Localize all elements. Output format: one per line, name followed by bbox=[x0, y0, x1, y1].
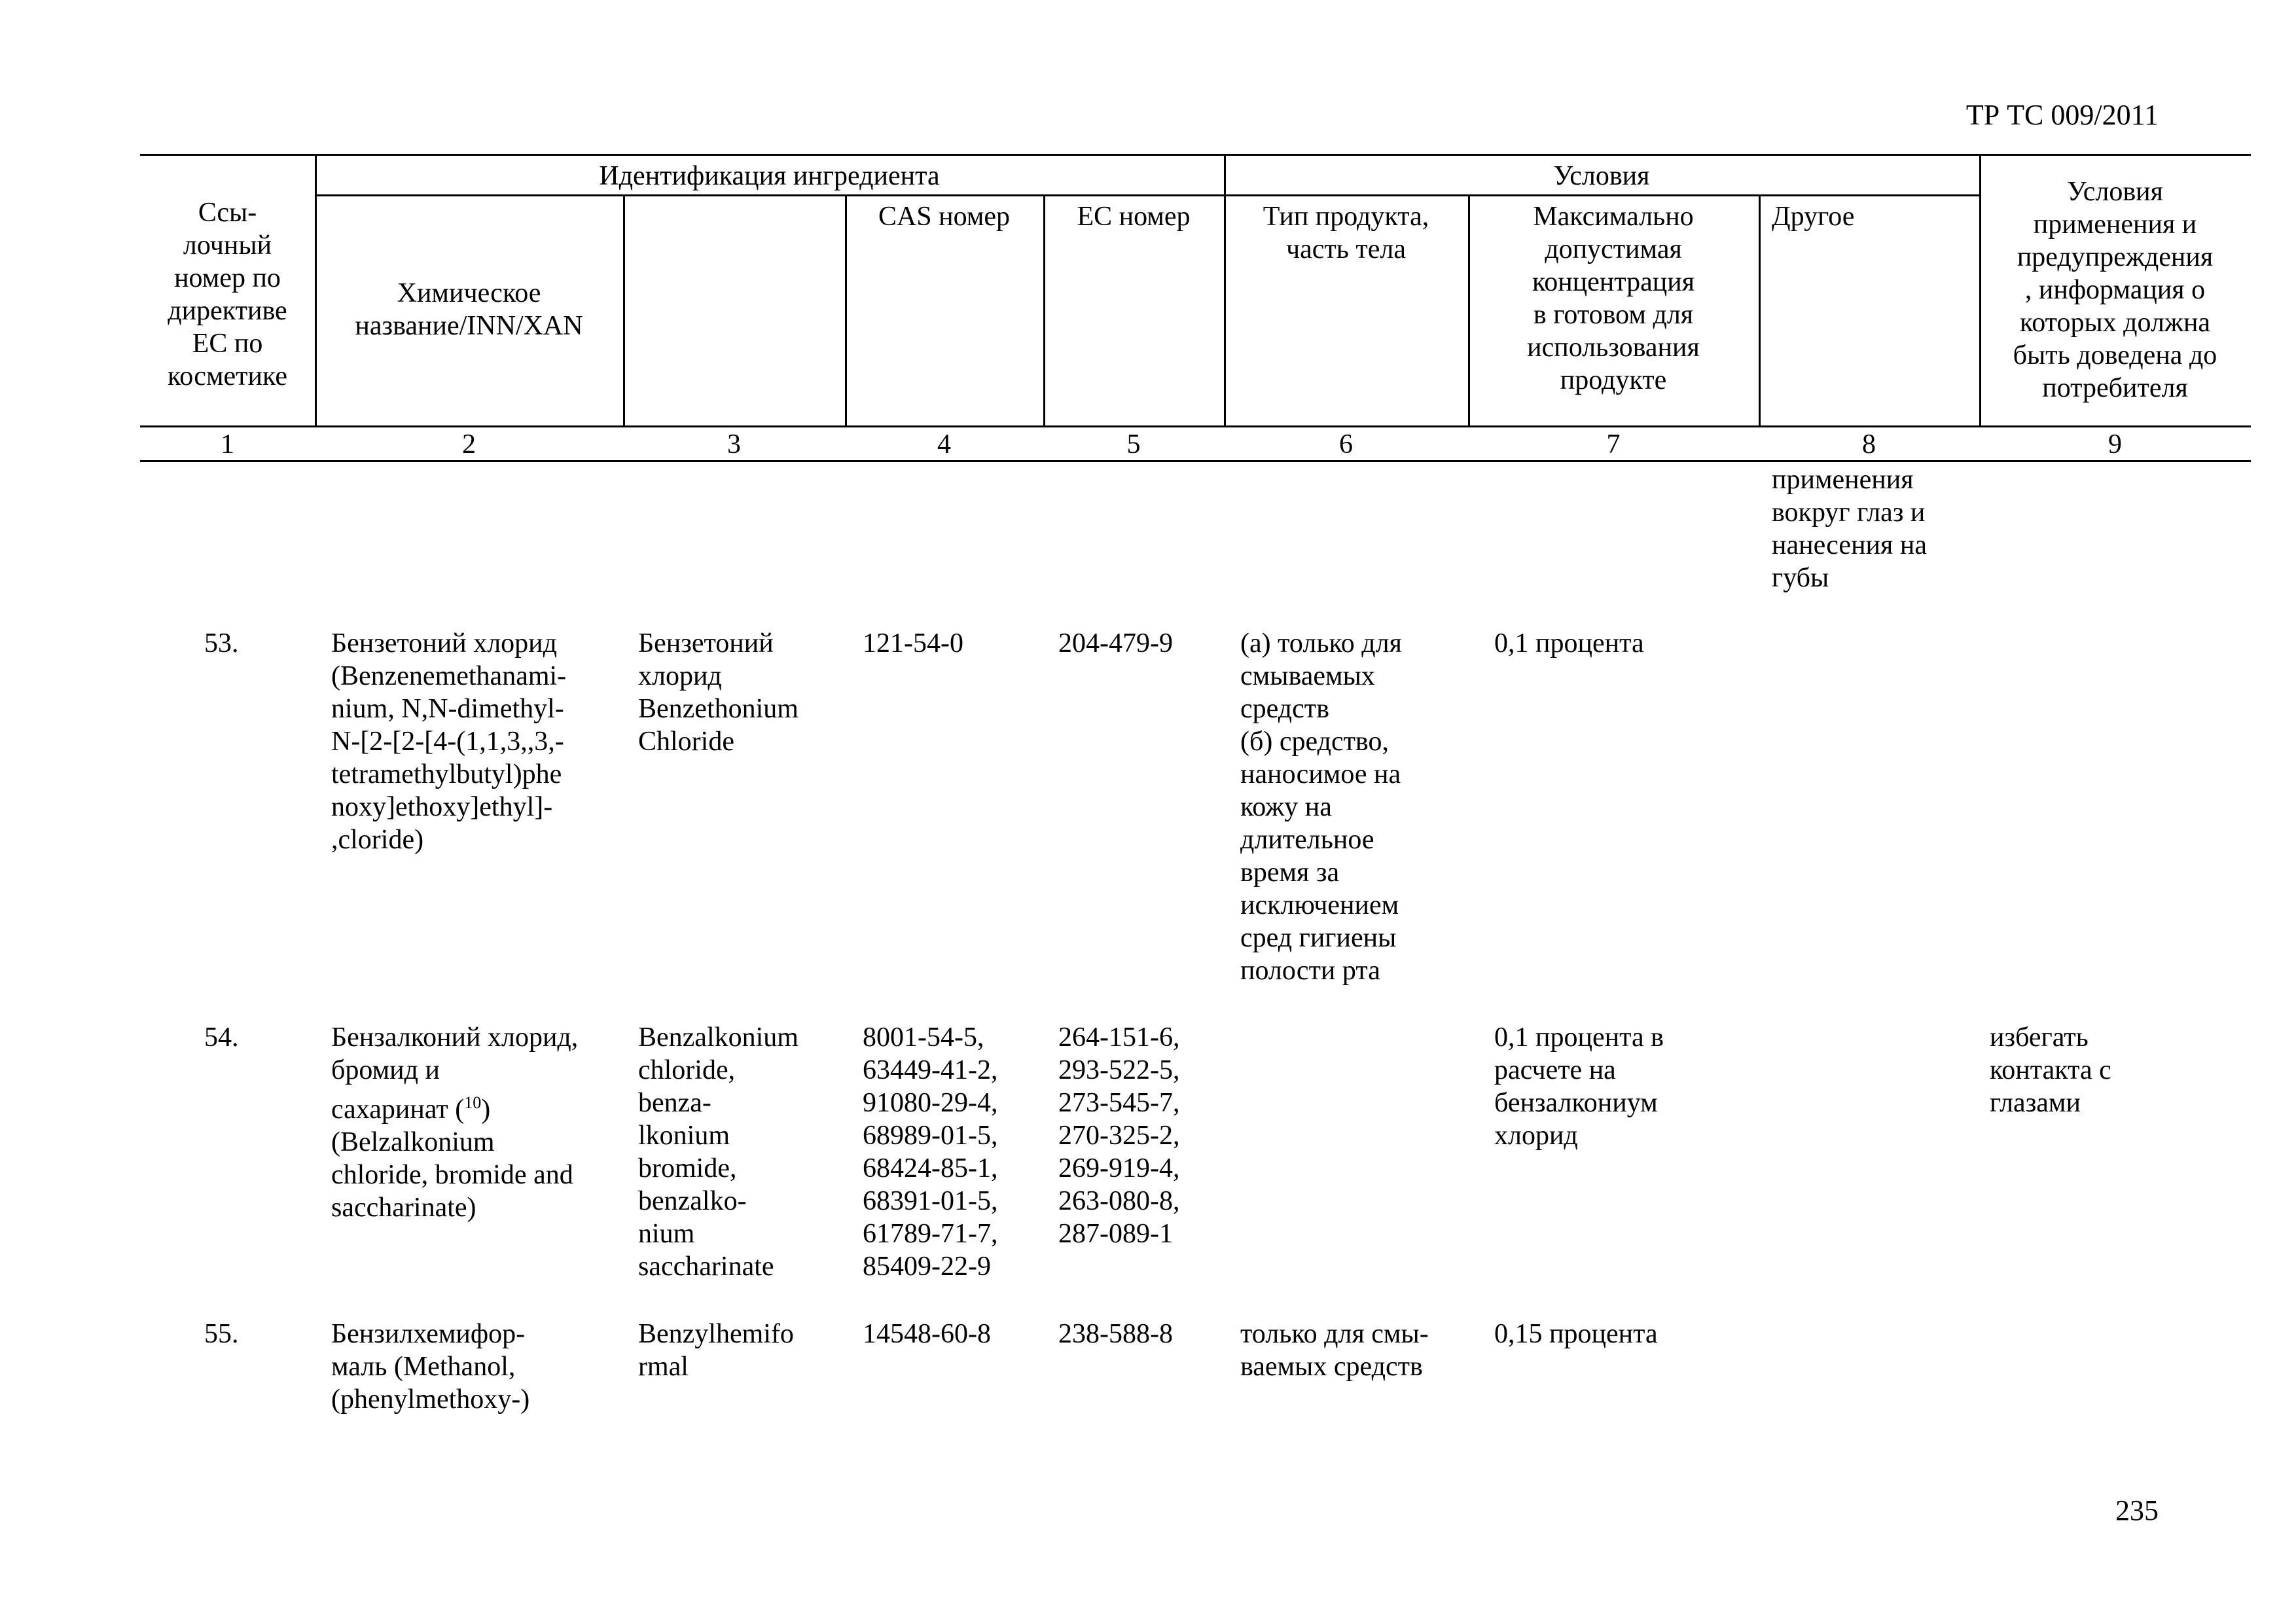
row-warnings: избегать контакта с глазами bbox=[1990, 1022, 2111, 1118]
row-product-type: (а) только для смываемых средств (б) средство, наносимое на кожу на длительное время за исключением сред гигиены полости рта bbox=[1240, 628, 1402, 986]
column-number: 8 bbox=[1862, 429, 1876, 460]
row-cas-number: 14548-60-8 bbox=[863, 1319, 991, 1349]
column-number: 6 bbox=[1339, 429, 1353, 460]
header-cas-number: CAS номер bbox=[878, 202, 1011, 232]
col-divider-2 bbox=[623, 194, 625, 425]
header-bottom-border bbox=[140, 425, 2251, 427]
chemical-name-part: ) (Belzalkonium chloride, bromide and saccharinate) bbox=[331, 1094, 573, 1223]
row-ec-number: 264-151-6, 293-522-5, 273-545-7, 270-325-2, 269-919-4, 263-080-8, 287-089-1 bbox=[1058, 1022, 1180, 1249]
table-top-border bbox=[140, 154, 2251, 156]
row-reference-number: 54. bbox=[204, 1022, 239, 1053]
row-inn-name: Benzylhemifo rmal bbox=[638, 1319, 794, 1382]
row-chemical-name bbox=[331, 1021, 611, 1224]
footnote-reference: 10 bbox=[464, 1093, 482, 1112]
column-number: 4 bbox=[937, 429, 951, 460]
document-code: ТР ТС 009/2011 bbox=[1965, 99, 2159, 131]
column-number: 2 bbox=[462, 429, 476, 460]
row-chemical-name: Бензетоний хлорид (Benzenemethanami- nium, N,N-dimethyl- N-[2-[2-[4-(1,1,3,,3,- tetramethylbutyl)phe noxy]ethoxy]ethyl]- ,cloride) bbox=[331, 628, 567, 855]
header-ec-number: EC номер bbox=[1077, 202, 1191, 232]
page-number: 235 bbox=[2115, 1494, 2159, 1526]
header-max-concentration: Максимально допустимая концентрация в готовом для использования продукте bbox=[1527, 202, 1700, 395]
column-number: 7 bbox=[1606, 429, 1621, 460]
col-divider-5 bbox=[1224, 154, 1226, 425]
column-number: 9 bbox=[2108, 429, 2122, 460]
header-other: Другое bbox=[1772, 202, 1855, 232]
header-chemical-name: Химическое название/INN/XAN bbox=[355, 278, 583, 341]
chemical-name-part: Бензалконий хлорид, бромид и сахаринат ( bbox=[331, 1022, 579, 1125]
row-reference-number: 55. bbox=[204, 1319, 239, 1349]
row-inn-name: Бензетоний хлорид Benzethonium Chloride bbox=[638, 628, 798, 757]
continuation-other-text: применения вокруг глаз и нанесения на губы bbox=[1772, 465, 1927, 593]
row-ec-number: 238-588-8 bbox=[1058, 1319, 1173, 1349]
row-product-type: только для смы- ваемых средств bbox=[1240, 1319, 1429, 1382]
row-cas-number: 8001-54-5, 63449-41-2, 91080-29-4, 68989-01-5, 68424-85-1, 68391-01-5, 61789-71-7, 85409-22-9 bbox=[863, 1022, 998, 1282]
row-reference-number: 53. bbox=[204, 628, 239, 659]
column-number: 1 bbox=[221, 429, 234, 460]
column-number: 3 bbox=[727, 429, 741, 460]
column-number: 5 bbox=[1126, 429, 1141, 460]
header-ingredient-identification: Идентификация ингредиента bbox=[599, 161, 940, 191]
row-ec-number: 204-479-9 bbox=[1058, 628, 1173, 659]
row-max-concentration: 0,1 процента bbox=[1494, 628, 1644, 659]
header-reference-number: Ссы- лочный номер по директиве ЕС по косметике bbox=[167, 198, 287, 391]
header-warnings: Условия применения и предупреждения , информация о которых должна быть доведена до потребителя bbox=[2013, 177, 2217, 403]
row-max-concentration: 0,15 процента bbox=[1494, 1319, 1658, 1349]
row-inn-name: Benzalkonium chloride, benza- lkonium bromide, benzalko- nium saccharinate bbox=[638, 1022, 798, 1282]
column-numbers-bottom-border bbox=[140, 460, 2251, 462]
col-divider-7 bbox=[1759, 194, 1761, 425]
ident-conditions-divider bbox=[315, 194, 1979, 196]
row-cas-number: 121-54-0 bbox=[863, 628, 963, 659]
header-conditions: Условия bbox=[1553, 161, 1650, 191]
row-chemical-name: Бензилхемифор- маль (Methanol, (phenylmethoxy-) bbox=[331, 1319, 530, 1415]
row-max-concentration: 0,1 процента в расчете на бензалкониум хлорид bbox=[1494, 1022, 1664, 1151]
header-product-type: Тип продукта, часть тела bbox=[1263, 202, 1429, 264]
